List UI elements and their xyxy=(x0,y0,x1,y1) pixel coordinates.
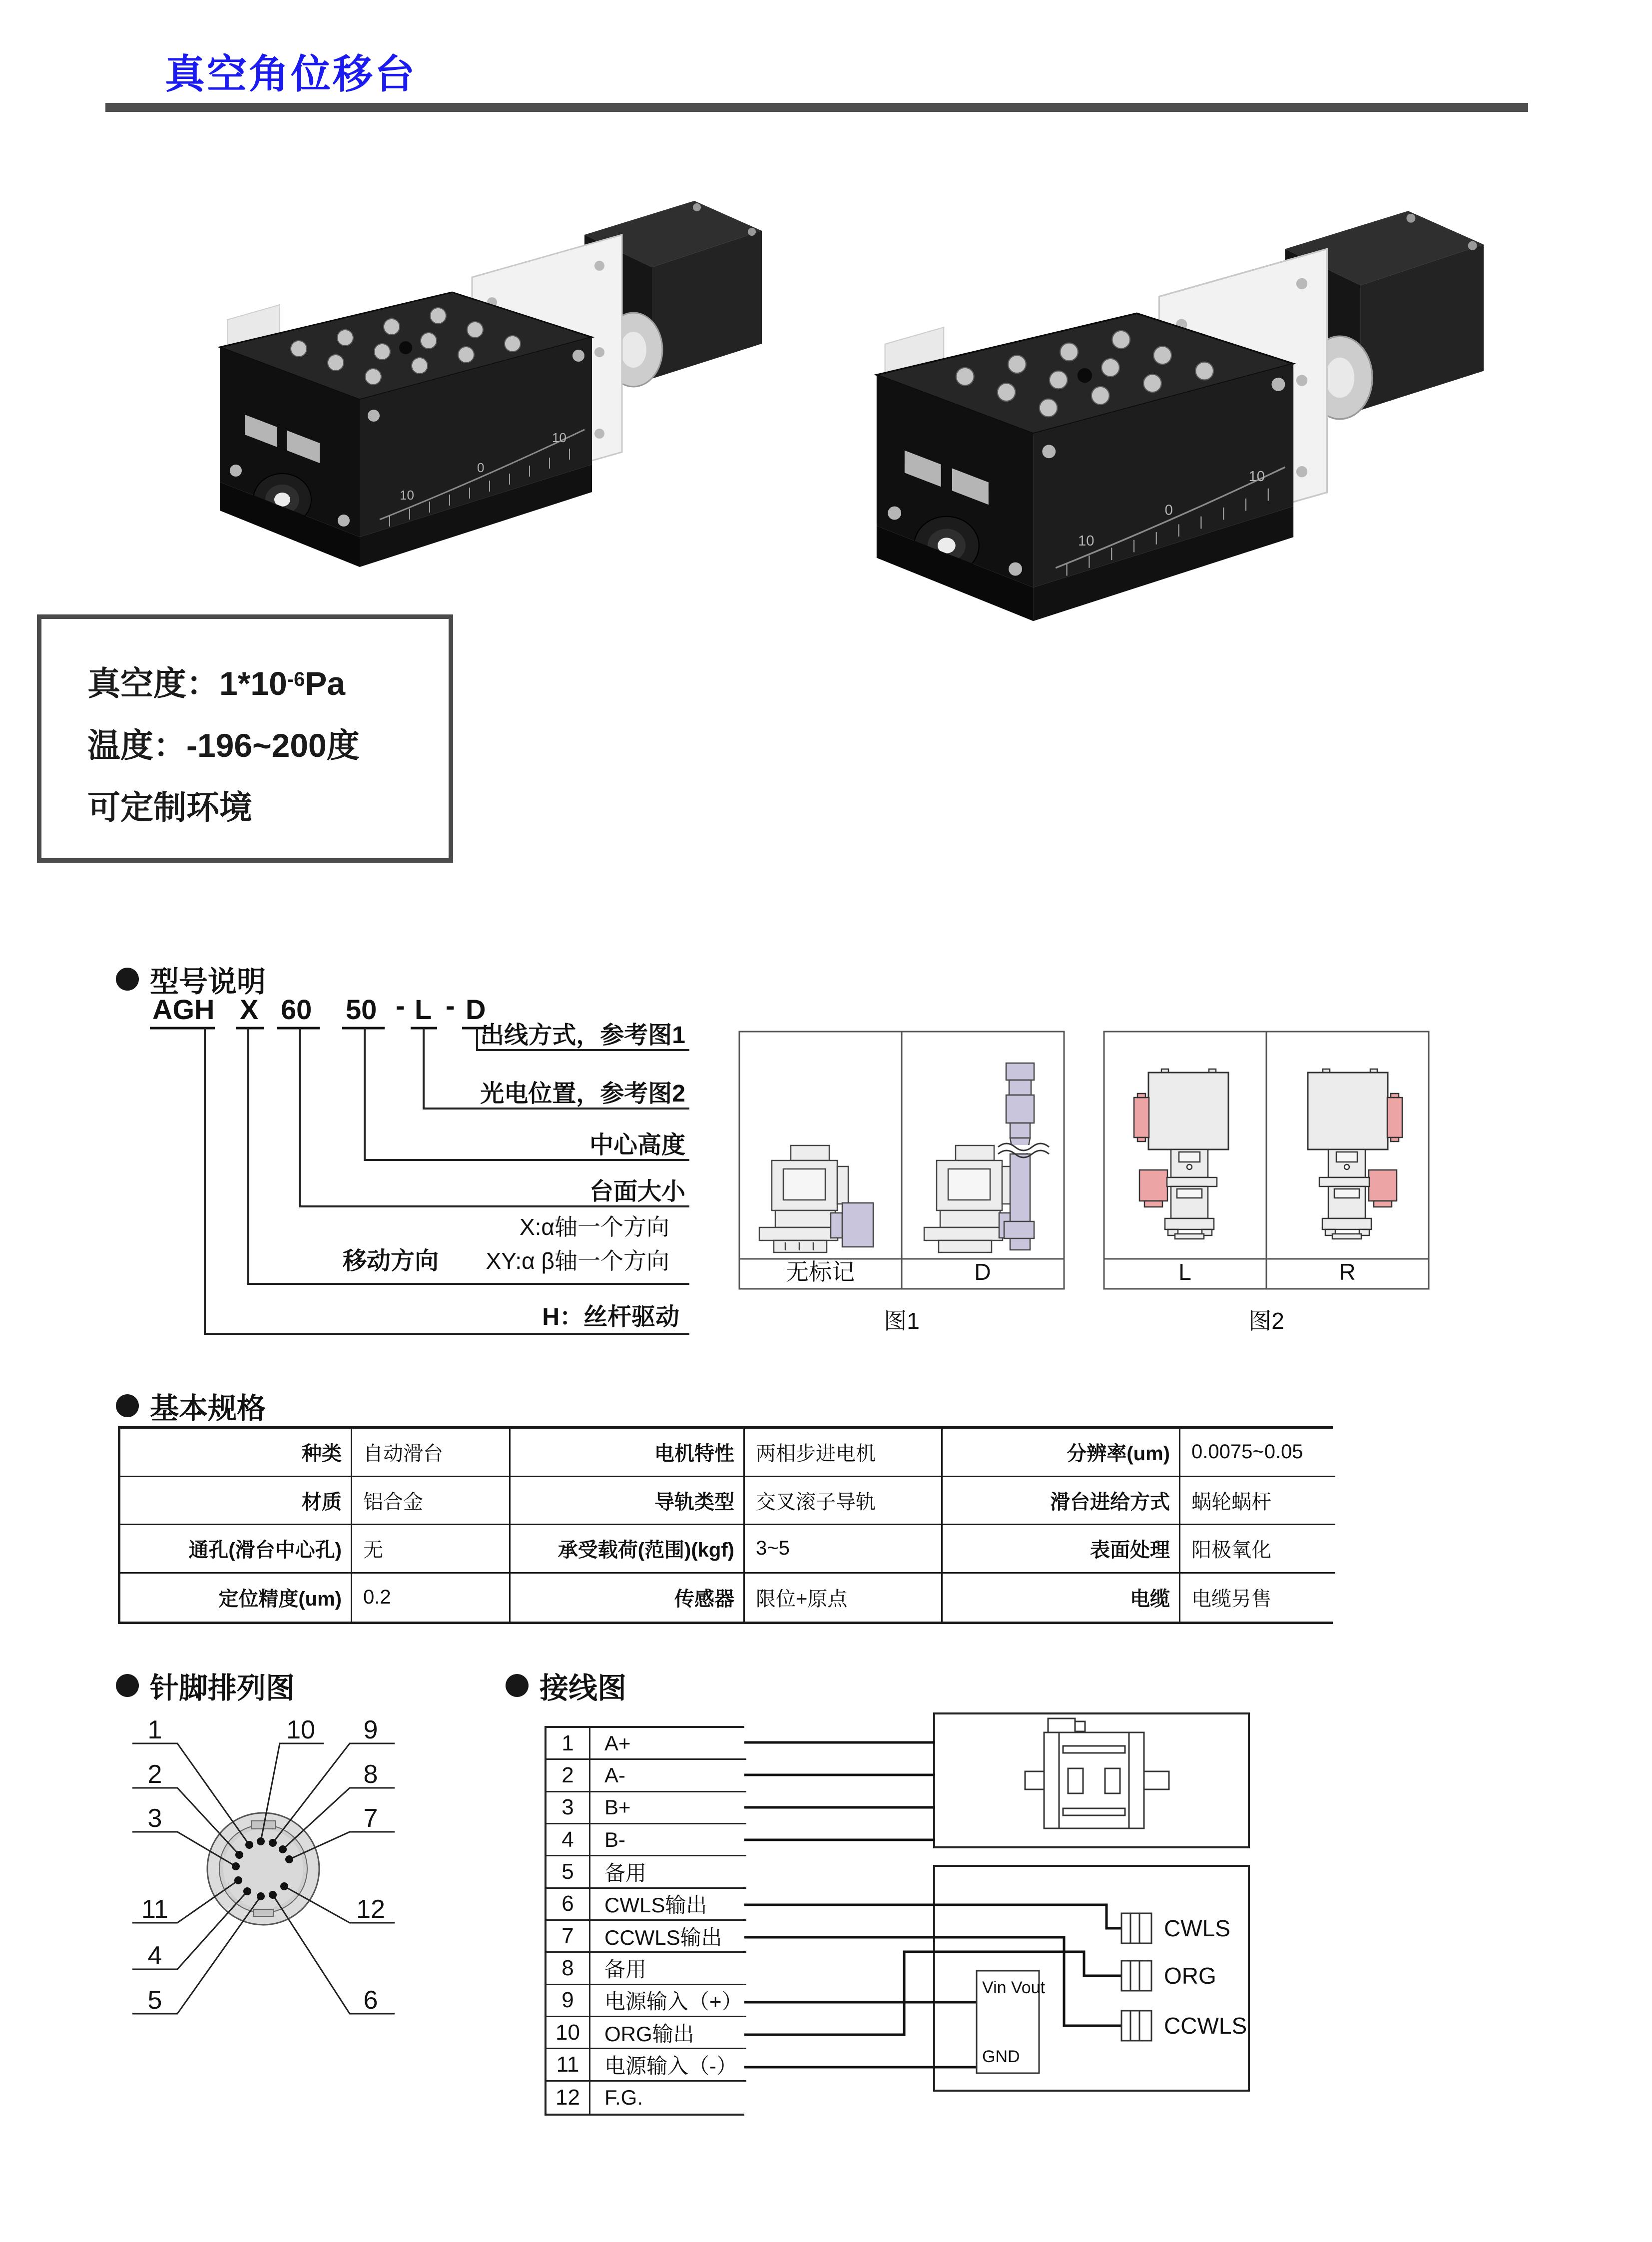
pin-label: 3 xyxy=(147,1804,162,1833)
sensor-label-ccwls: CCWLS xyxy=(1164,2013,1247,2039)
title-divider-bar xyxy=(105,103,1528,112)
spec-value: 交叉滚子导轨 xyxy=(745,1477,943,1526)
spec-label: 传感器 xyxy=(511,1574,745,1622)
power-module-gnd: GND xyxy=(982,2047,1020,2066)
wiring-row-label: F.G. xyxy=(590,2082,746,2114)
wiring-row-no: 7 xyxy=(547,1921,590,1953)
spec-value: 铝合金 xyxy=(352,1477,511,1526)
code-segment-size: 60 xyxy=(281,994,312,1025)
page-title: 真空角位移台 xyxy=(165,52,417,96)
section-basic xyxy=(116,1385,266,1427)
product-photo-left xyxy=(220,201,762,567)
wiring-row-label: 电源输入（-） xyxy=(590,2049,746,2081)
figure-1 xyxy=(734,1027,1074,1346)
wiring-row-label: A- xyxy=(590,1760,746,1792)
spec-label: 分辨率(um) xyxy=(943,1429,1180,1477)
pin-label: 12 xyxy=(356,1895,385,1924)
wiring-row-label: 备用 xyxy=(590,1953,746,1985)
spec-label: 电缆 xyxy=(943,1574,1180,1622)
section-pins-title: 针脚排列图 xyxy=(150,1672,295,1704)
spec-value: 阳极氧化 xyxy=(1180,1525,1335,1574)
wiring-row-label: 电源输入（+） xyxy=(590,1985,746,2017)
pin-label: 2 xyxy=(147,1760,162,1789)
spec-value: 0.2 xyxy=(352,1574,511,1622)
callout-table-size: 台面大小 xyxy=(589,1178,685,1205)
spec-value: 自动滑台 xyxy=(352,1429,511,1477)
section-bullet-icon xyxy=(116,1674,139,1697)
figure2-caption: 图2 xyxy=(1248,1308,1284,1334)
code-segment-cable: D xyxy=(466,994,486,1025)
spec-label: 导轨类型 xyxy=(511,1477,745,1526)
wiring-row-no: 11 xyxy=(547,2049,590,2081)
spec-label: 电机特性 xyxy=(511,1429,745,1477)
temperature-spec: 温度：-196~200度 xyxy=(87,727,360,764)
figure1-label-nomark: 无标记 xyxy=(786,1259,855,1285)
wiring-row-label: CCWLS输出 xyxy=(590,1921,746,1953)
figure1-label-d: D xyxy=(974,1259,991,1285)
section-basic-title: 基本规格 xyxy=(150,1392,266,1425)
spec-label: 材质 xyxy=(120,1477,352,1526)
wiring-row-no: 2 xyxy=(547,1760,590,1792)
wiring-row-no: 6 xyxy=(547,1889,590,1921)
product-photo-right xyxy=(877,211,1484,621)
section-bullet-icon xyxy=(116,1394,139,1417)
figure-2 xyxy=(1099,1027,1439,1346)
pin-label: 11 xyxy=(141,1895,168,1924)
code-segment-axis: X xyxy=(240,994,259,1025)
environment-spec-box xyxy=(37,614,453,863)
spec-label: 滑台进给方式 xyxy=(943,1477,1180,1526)
pin-label: 7 xyxy=(363,1804,378,1833)
sensor-label-cwls: CWLS xyxy=(1164,1915,1230,1941)
wiring-pin-table xyxy=(545,1726,744,2116)
wiring-row-label: ORG输出 xyxy=(590,2017,746,2049)
spec-value: 电缆另售 xyxy=(1180,1574,1335,1622)
pin-label: 10 xyxy=(286,1715,315,1744)
code-dash-2: - xyxy=(446,990,455,1021)
model-code-diagram xyxy=(125,979,734,1359)
wiring-row-label: B- xyxy=(590,1824,746,1856)
custom-env-spec: 可定制环境 xyxy=(87,789,252,826)
spec-label: 表面处理 xyxy=(943,1525,1180,1574)
callout-dir-label: 移动方向 xyxy=(342,1248,439,1274)
sensor-label-org: ORG xyxy=(1164,1963,1216,1989)
wiring-row-no: 12 xyxy=(547,2082,590,2114)
callout-center-height: 中心高度 xyxy=(589,1132,685,1158)
sensor-connectors xyxy=(1121,1913,1151,2041)
section-model-title: 型号说明 xyxy=(150,966,266,998)
callout-sensor-pos: 光电位置，参考图2 xyxy=(480,1081,685,1107)
callout-dir-x: X:α轴一个方向 xyxy=(519,1214,669,1240)
power-module-vin: Vin Vout xyxy=(982,1978,1046,1997)
pin-label: 4 xyxy=(147,1941,162,1970)
callout-dir-xy: XY:α β轴一个方向 xyxy=(486,1248,669,1274)
pin-label: 1 xyxy=(147,1715,162,1744)
code-segment-series: AGH xyxy=(152,994,215,1025)
wiring-row-no: 3 xyxy=(547,1792,590,1824)
spec-label: 定位精度(um) xyxy=(120,1574,352,1622)
wiring-row-no: 4 xyxy=(547,1824,590,1856)
wiring-row-no: 8 xyxy=(547,1953,590,1985)
wiring-row-label: CWLS输出 xyxy=(590,1889,746,1921)
section-wiring xyxy=(506,1665,626,1706)
spec-value: 限位+原点 xyxy=(745,1574,943,1622)
callout-cable-exit: 出线方式，参考图1 xyxy=(480,1022,685,1049)
wiring-schematic xyxy=(744,1698,1304,2093)
figure2-label-r: R xyxy=(1339,1259,1356,1285)
pin-connector-diagram xyxy=(120,1698,430,2038)
wiring-row-label: A+ xyxy=(590,1728,746,1760)
figure2-label-l: L xyxy=(1178,1259,1191,1285)
figure1-caption: 图1 xyxy=(884,1308,920,1334)
wiring-row-no: 5 xyxy=(547,1856,590,1888)
wiring-row-no: 10 xyxy=(547,2017,590,2049)
vacuum-spec: 真空度：$1*10^{-6}Pa$ xyxy=(87,665,346,702)
spec-label: 种类 xyxy=(120,1429,352,1477)
pin-label: 8 xyxy=(363,1760,378,1789)
section-wiring-title: 接线图 xyxy=(540,1672,627,1704)
wiring-row-label: 备用 xyxy=(590,1856,746,1888)
spec-label: 通孔(滑台中心孔) xyxy=(120,1525,352,1574)
pin-label: 9 xyxy=(363,1715,378,1744)
basic-spec-table xyxy=(118,1426,1333,1624)
code-dash-1: - xyxy=(396,990,405,1021)
spec-value: 无 xyxy=(352,1525,511,1574)
spec-value: 两相步进电机 xyxy=(745,1429,943,1477)
section-bullet-icon xyxy=(506,1674,529,1697)
wiring-row-no: 9 xyxy=(547,1985,590,2017)
wiring-row-label: B+ xyxy=(590,1792,746,1824)
code-segment-height: 50 xyxy=(346,994,377,1025)
code-segment-sensor-pos: L xyxy=(415,994,432,1025)
spec-value: 0.0075~0.05 xyxy=(1180,1429,1335,1477)
spec-label: 承受载荷(范围)(kgf) xyxy=(511,1525,745,1574)
spec-value: 3~5 xyxy=(745,1525,943,1574)
pin-label: 6 xyxy=(363,1986,378,2015)
callout-drive: H：丝杆驱动 xyxy=(542,1304,679,1330)
pin-label: 5 xyxy=(147,1986,162,2015)
spec-value: 蜗轮蜗杆 xyxy=(1180,1477,1335,1526)
wiring-row-no: 1 xyxy=(547,1728,590,1760)
